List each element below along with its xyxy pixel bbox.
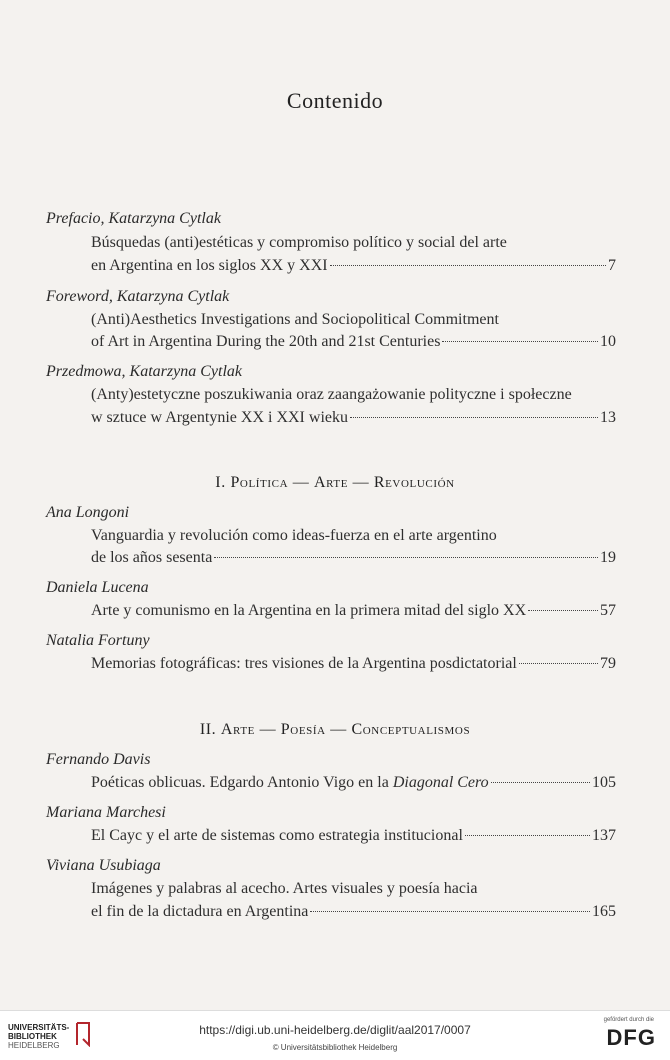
toc-entry-lucena[interactable]: Arte y comunismo en la Argentina en la primera mitad del siglo XX 57	[91, 602, 616, 619]
toc-entry-przedmowa[interactable]: w sztuce w Argentynie XX i XXI wieku 13	[91, 409, 616, 426]
section-heading-2: II. Arte — Poesía — Conceptualismos	[199, 721, 471, 738]
page-number: 7	[608, 257, 616, 274]
page-number: 57	[600, 602, 616, 619]
funding-label: gefördert durch die	[603, 1017, 654, 1023]
entry-author: Przedmowa, Katarzyna Cytlak	[46, 363, 242, 380]
toc-entry-longoni[interactable]: de los años sesenta 19	[91, 549, 616, 566]
page-number: 13	[600, 409, 616, 426]
toc-entry-foreword[interactable]: of Art in Argentina During the 20th and 21st Centuries 10	[91, 333, 616, 350]
entry-author: Natalia Fortuny	[46, 632, 150, 649]
entry-author: Prefacio, Katarzyna Cytlak	[46, 210, 221, 227]
entry-title-line: Vanguardia y revolución como ideas-fuerza en el arte argentino	[91, 527, 497, 544]
entry-title-line: (Anty)estetyczne poszukiwania oraz zaangażowanie polityczne i społeczne	[91, 386, 572, 403]
entry-author: Ana Longoni	[46, 504, 130, 521]
toc-entry-davis[interactable]: Poéticas oblicuas. Edgardo Antonio Vigo en la Diagonal Cero 105	[91, 774, 616, 791]
entry-author: Mariana Marchesi	[46, 804, 166, 821]
toc-entry-fortuny[interactable]: Memorias fotográficas: tres visiones de la Argentina posdictatorial 79	[91, 655, 616, 672]
page-number: 19	[600, 549, 616, 566]
dfg-logo: DFG	[606, 1025, 656, 1050]
page-title: Contenido	[286, 88, 384, 113]
entry-author: Viviana Usubiaga	[46, 857, 161, 874]
entry-author: Daniela Lucena	[46, 579, 149, 596]
entry-title-line: Imágenes y palabras al acecho. Artes visuales y poesía hacia	[91, 880, 478, 897]
toc-entry-marchesi[interactable]: El Cayc y el arte de sistemas como estrategia institucional 137	[91, 827, 616, 844]
toc-entry-usubiaga[interactable]: el fin de la dictadura en Argentina 165	[91, 903, 616, 920]
section-heading-1: I. Política — Arte — Revolución	[215, 474, 455, 491]
entry-title-line: Búsquedas (anti)estéticas y compromiso político y social del arte	[91, 234, 507, 251]
page-number: 165	[592, 903, 616, 920]
library-logo: UNIVERSITÄTS- BIBLIOTHEK HEIDELBERG	[8, 1023, 70, 1050]
page-number: 79	[600, 655, 616, 672]
entry-author: Foreword, Katarzyna Cytlak	[46, 288, 230, 305]
page-number: 10	[600, 333, 616, 350]
page-number: 137	[592, 827, 616, 844]
copyright-notice: © Universitätsbibliothek Heidelberg	[272, 1043, 398, 1052]
viewer-footer	[0, 1010, 670, 1060]
permalink-url[interactable]: https://digi.ub.uni-heidelberg.de/diglit/aal2017/0007	[199, 1023, 471, 1037]
entry-author: Fernando Davis	[46, 751, 151, 768]
toc-entry-prefacio[interactable]: en Argentina en los siglos XX y XXI 7	[91, 257, 616, 274]
page-number: 105	[592, 774, 616, 791]
entry-title-line: (Anti)Aesthetics Investigations and Sociopolitical Commitment	[91, 311, 499, 328]
